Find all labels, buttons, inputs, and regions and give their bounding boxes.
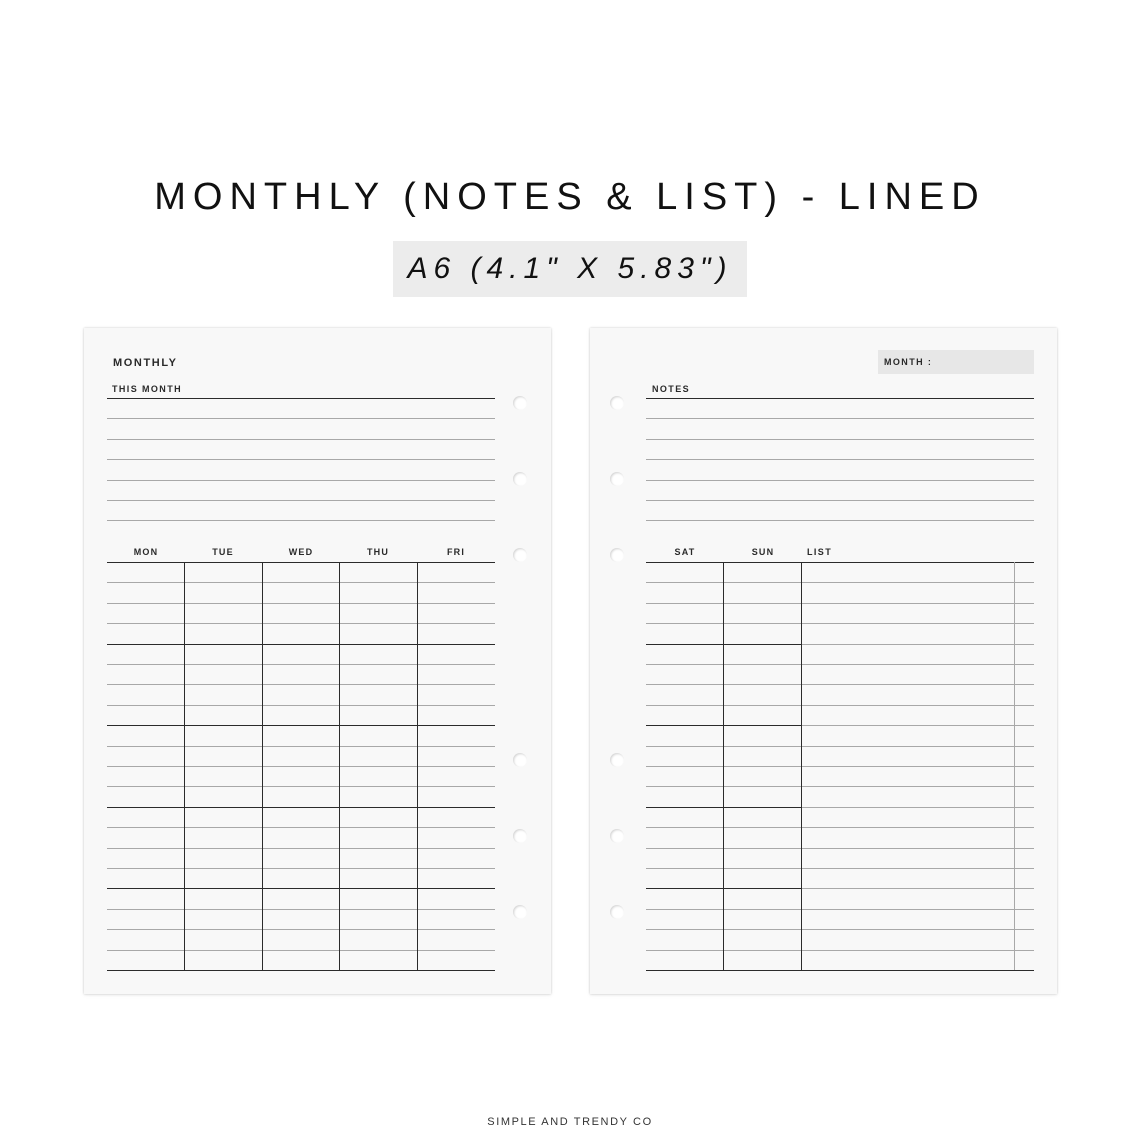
rule-line <box>107 520 495 521</box>
rule-line <box>646 786 1034 787</box>
page-title: MONTHLY (NOTES & LIST) - LINED <box>154 176 986 218</box>
list-label: LIST <box>807 547 833 557</box>
day-label-tue: TUE <box>212 547 234 557</box>
rule-line <box>646 848 1034 849</box>
day-column-divider <box>339 562 340 970</box>
grid-top-rule <box>646 562 1034 563</box>
binder-hole <box>513 548 527 562</box>
binder-hole <box>610 472 624 486</box>
day-column-divider <box>184 562 185 970</box>
monthly-heading: MONTHLY <box>113 357 178 369</box>
day-label-sat: SAT <box>674 547 696 557</box>
rule-line <box>646 827 1034 828</box>
rule-line <box>646 746 1034 747</box>
day-label-thu: THU <box>366 547 390 557</box>
day-column-divider <box>262 562 263 970</box>
planner-page-right <box>590 328 1057 994</box>
week-row-rule <box>107 807 495 808</box>
list-rule-line <box>801 725 1034 726</box>
notes-label: NOTES <box>652 384 691 394</box>
rule-line <box>107 909 495 910</box>
rule-line <box>646 623 1034 624</box>
week-row-rule <box>107 562 495 563</box>
rule-line <box>107 746 495 747</box>
rule-line <box>646 582 1034 583</box>
binder-hole <box>513 905 527 919</box>
week-row-rule <box>107 725 495 726</box>
rule-line <box>107 582 495 583</box>
rule-line <box>646 705 1034 706</box>
rule-line <box>646 439 1034 440</box>
rule-line <box>107 868 495 869</box>
rule-line <box>646 664 1034 665</box>
day-label-wed: WED <box>288 547 314 557</box>
binder-hole <box>610 829 624 843</box>
list-rule-line <box>801 644 1034 645</box>
list-rule-line <box>801 807 1034 808</box>
rule-line <box>646 950 1034 951</box>
day-column-divider <box>417 562 418 970</box>
month-label: MONTH : <box>884 357 933 367</box>
rule-line <box>107 439 495 440</box>
rule-line <box>646 459 1034 460</box>
rule-line <box>107 684 495 685</box>
rule-line <box>107 786 495 787</box>
rule-line <box>107 766 495 767</box>
rule-line <box>107 827 495 828</box>
this-month-label: THIS MONTH <box>112 384 182 394</box>
rule-line <box>646 868 1034 869</box>
section-rule <box>107 398 495 399</box>
month-field <box>878 350 1034 374</box>
planner-page-left <box>84 328 551 994</box>
binder-hole <box>513 753 527 767</box>
binder-hole <box>610 396 624 410</box>
day-label-mon: MON <box>133 547 159 557</box>
week-row-rule <box>107 970 495 971</box>
binder-hole <box>513 396 527 410</box>
rule-line <box>107 603 495 604</box>
binder-hole <box>610 905 624 919</box>
size-subtitle: A6 (4.1" X 5.83") <box>393 241 746 297</box>
rule-line <box>107 664 495 665</box>
day-label-sun: SUN <box>751 547 775 557</box>
list-rule-line <box>801 888 1034 889</box>
day-label-fri: FRI <box>446 547 466 557</box>
rule-line <box>646 603 1034 604</box>
checkbox-column-divider <box>1014 562 1015 970</box>
rule-line <box>646 909 1034 910</box>
rule-line <box>646 480 1034 481</box>
grid-bottom-rule <box>646 970 1034 971</box>
rule-line <box>646 418 1034 419</box>
rule-line <box>646 766 1034 767</box>
day-column-divider <box>723 562 724 970</box>
rule-line <box>107 480 495 481</box>
rule-line <box>107 950 495 951</box>
rule-line <box>107 929 495 930</box>
week-row-rule <box>107 644 495 645</box>
rule-line <box>646 500 1034 501</box>
list-column-divider <box>801 562 802 970</box>
binder-hole <box>513 472 527 486</box>
rule-line <box>646 929 1034 930</box>
rule-line <box>107 418 495 419</box>
binder-hole <box>513 829 527 843</box>
rule-line <box>107 705 495 706</box>
rule-line <box>107 623 495 624</box>
rule-line <box>107 848 495 849</box>
binder-hole <box>610 753 624 767</box>
rule-line <box>646 684 1034 685</box>
rule-line <box>107 459 495 460</box>
brand-footer: SIMPLE AND TRENDY CO <box>487 1116 653 1128</box>
binder-hole <box>610 548 624 562</box>
week-row-rule <box>107 888 495 889</box>
rule-line <box>107 500 495 501</box>
rule-line <box>646 520 1034 521</box>
section-rule <box>646 398 1034 399</box>
